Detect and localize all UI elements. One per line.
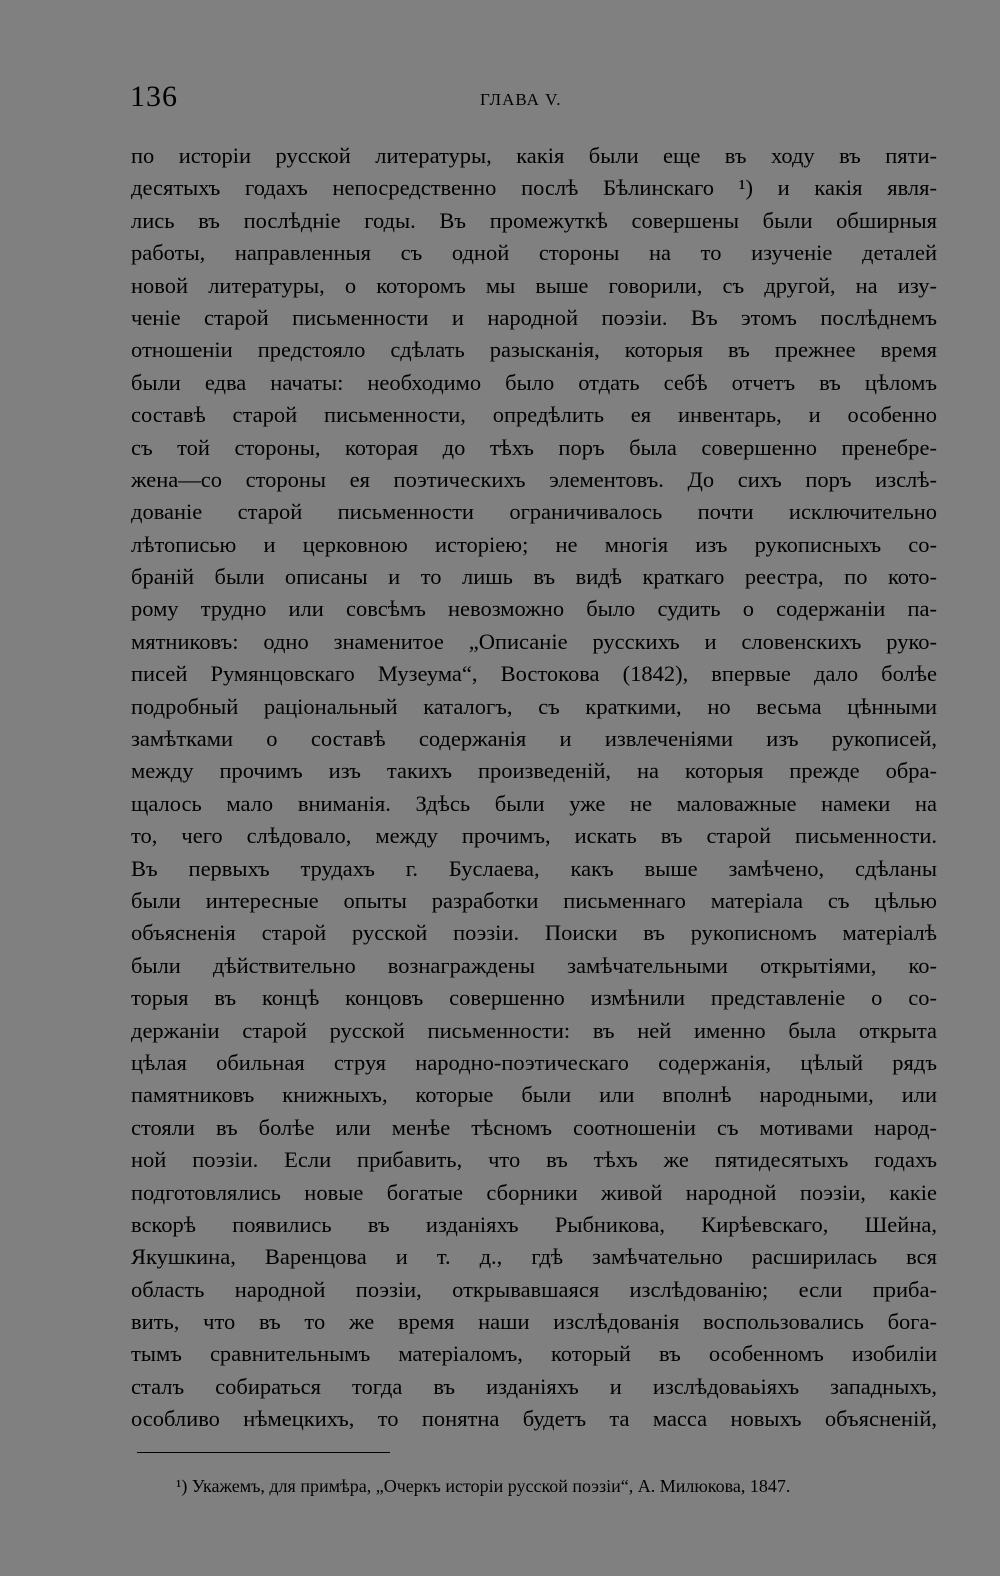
text-line: Якушкина, Варенцова и т. д., гдѣ замѣчательно расширилась вся [131, 1244, 937, 1270]
text-line: лись въ послѣдніе годы. Въ промежуткѣ совершены были обширныя [131, 207, 937, 233]
footnote [176, 1474, 938, 1498]
text-line: вскорѣ появились въ изданіяхъ Рыбникова, Кирѣевскаго, Шейна, [131, 1211, 937, 1237]
footnote-text: Укажемъ, для примѣра, „Очеркъ исторіи русской поэзіи“, А. Милюкова, 1847. [191, 1476, 791, 1496]
text-line: сталъ собираться тогда въ изданіяхъ и изслѣдоваьіяхъ западныхъ, [131, 1373, 937, 1399]
text-line: работы, направленныя съ одной стороны на то изученіе деталей [131, 240, 937, 266]
text-line: лѣтописью и церковною исторіею; не многія изъ рукописныхъ со- [131, 531, 937, 557]
text-line: писей Румянцовскаго Музеума“, Востокова (1842), впервые дало болѣе [131, 661, 937, 687]
footnote-marker: ¹) [176, 1476, 188, 1496]
text-line: Въ первыхъ трудахъ г. Буслаева, какъ выше замѣчено, сдѣланы [131, 855, 937, 881]
text-line: подготовлялись новые богатые сборники живой народной поэзіи, какіе [131, 1179, 937, 1205]
text-line: отношеніи предстояло сдѣлать разысканія, которыя въ прежнее время [131, 337, 937, 363]
text-line: составѣ старой письменности, опредѣлить ея инвентарь, и особенно [131, 402, 937, 428]
text-line: браній были описаны и то лишь въ видѣ краткаго реестра, по кото- [131, 564, 937, 590]
text-line: дованіе старой письменности ограничивалось почти исключительно [131, 499, 937, 525]
text-line: мятниковъ: одно знаменитое „Описаніе русскихъ и словенскихъ руко- [131, 628, 937, 654]
text-line: ченіе старой письменности и народной поэзіи. Въ этомъ послѣднемъ [131, 304, 937, 330]
text-line: десятыхъ годахъ непосредственно послѣ Бѣлинскаго ¹) и какія явля- [131, 175, 937, 201]
text-line: замѣтками о составѣ содержанія и извлеченіями изъ рукописей, [131, 726, 937, 752]
text-line: были едва начаты: необходимо было отдать себѣ отчетъ въ цѣломъ [131, 369, 937, 395]
text-line: цѣлая обильная струя народно-поэтическаго содержанія, цѣлый рядъ [131, 1049, 937, 1075]
text-line: щалось мало вниманія. Здѣсь были уже не маловажные намеки на [131, 790, 937, 816]
text-line: были интересные опыты разработки письменнаго матеріала съ цѣлью [131, 887, 937, 913]
text-line: жена—со стороны ея поэтическихъ элементовъ. До сихъ поръ изслѣ- [131, 466, 937, 492]
text-line: новой литературы, о которомъ мы выше говорили, съ другой, на изу- [131, 272, 937, 298]
text-line: тымъ сравнительнымъ матеріаломъ, который въ особенномъ изобиліи [131, 1341, 937, 1367]
text-line: рому трудно или совсѣмъ невозможно было судить о содержаніи па- [131, 596, 937, 622]
text-line: торыя въ концѣ концовъ совершенно измѣнили представленіе о со- [131, 985, 937, 1011]
text-line: по исторіи русской литературы, какія были еще въ ходу въ пяти- [131, 143, 937, 168]
page-number: 136 [130, 80, 178, 113]
text-line: область народной поэзіи, открывавшаяся изслѣдованію; если приба- [131, 1276, 937, 1302]
text-line: между прочимъ изъ такихъ произведеній, на которыя прежде обра- [131, 758, 937, 784]
running-head: ГЛАВА V. [480, 90, 562, 109]
text-line: ной поэзіи. Если прибавить, что въ тѣхъ же пятидесятыхъ годахъ [131, 1147, 937, 1173]
text-line: то, чего слѣдовало, между прочимъ, искать въ старой письменности. [131, 823, 937, 849]
text-line: памятниковъ книжныхъ, которые были или вполнѣ народными, или [131, 1082, 937, 1108]
text-line: держаніи старой русской письменности: въ ней именно была открыта [131, 1017, 937, 1043]
text-line: были дѣйствительно вознаграждены замѣчательными открытіями, ко- [131, 952, 937, 978]
body-text [131, 140, 937, 1436]
text-line: съ той стороны, которая до тѣхъ поръ была совершенно пренебре- [131, 434, 937, 460]
text-line: особливо нѣмецкихъ, то понятна будетъ та масса новыхъ объясненій, [131, 1406, 937, 1432]
text-line: вить, что въ то же время наши изслѣдованія воспользовались бога- [131, 1309, 937, 1335]
footnote-divider [137, 1452, 390, 1453]
text-line: объясненія старой русской поэзіи. Поиски въ рукописномъ матеріалѣ [131, 920, 937, 946]
text-line: подробный раціональный каталогъ, съ краткими, но весьма цѣнными [131, 693, 937, 719]
text-line: стояли въ болѣе или менѣе тѣсномъ соотношеніи съ мотивами народ- [131, 1114, 937, 1140]
